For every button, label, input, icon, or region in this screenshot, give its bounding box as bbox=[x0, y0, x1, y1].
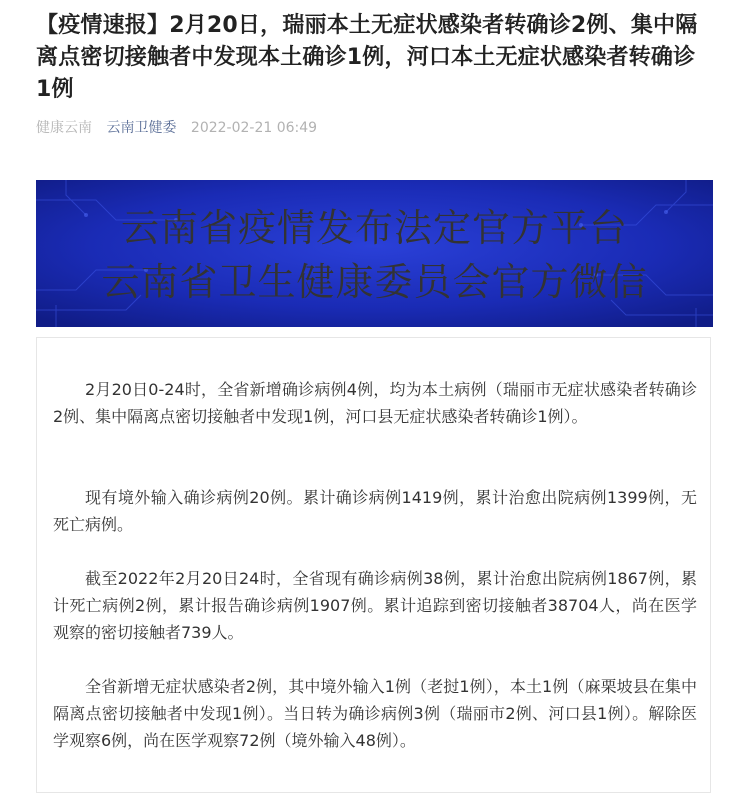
paragraph-new-cases: 2月20日0-24时，全省新增确诊病例4例，均为本土病例（瑞丽市无症状感染者转确诊2例、集中隔离点密切接触者中发现1例，河口县无症状感染者转确诊1例）。 bbox=[53, 380, 697, 426]
paragraph-asymptomatic: 全省新增无症状感染者2例，其中境外输入1例（老挝1例），本土1例（麻栗坡县在集中隔离点密切接触者中发现1例）。当日转为确诊病例3例（瑞丽市2例、河口县1例）。解除医学观察6例，尚在医学观察72例（境外输入48例）。 bbox=[53, 677, 697, 750]
banner-title-line2: 云南省卫生健康委员会官方微信 bbox=[101, 260, 648, 304]
banner-image bbox=[36, 180, 713, 327]
paragraph-imported-cases: 现有境外输入确诊病例20例。累计确诊病例1419例，累计治愈出院病例1399例，无死亡病例。 bbox=[53, 488, 697, 534]
paragraph-cumulative-stats: 截至2022年2月20日24时，全省现有确诊病例38例，累计治愈出院病例1867例，累计死亡病例2例，累计报告确诊病例1907例。累计追踪到密切接触者38704人，尚在医学观察的密切接触者739人。 bbox=[53, 569, 697, 642]
article-content bbox=[36, 337, 711, 793]
article-title: 【疫情速报】2月20日，瑞丽本土无症状感染者转确诊2例、集中隔离点密切接触者中发现本土确诊1例，河口本土无症状感染者转确诊1例 bbox=[36, 13, 698, 102]
publish-date: 2022-02-21 06:49 bbox=[190, 120, 318, 136]
account-link[interactable]: 云南卫健委 bbox=[106, 120, 177, 136]
article-meta bbox=[36, 118, 317, 138]
banner-title-line1: 云南省疫情发布法定官方平台 bbox=[120, 206, 628, 250]
author-name: 健康云南 bbox=[36, 120, 92, 136]
